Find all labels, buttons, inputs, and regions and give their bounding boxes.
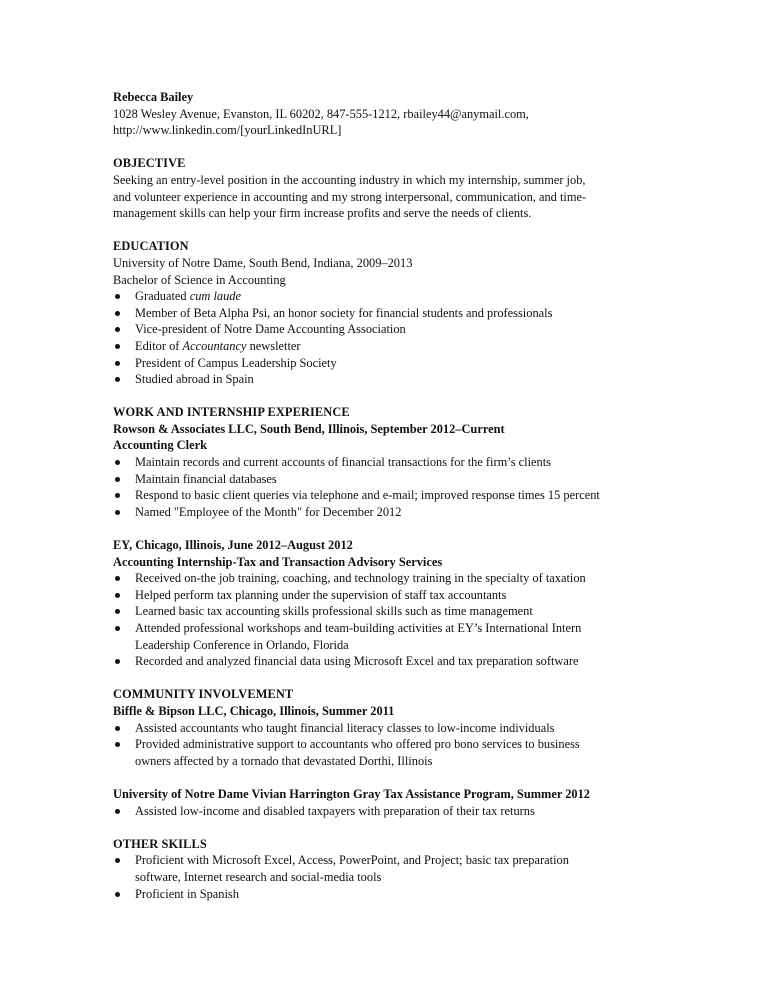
objective-line: management skills can help your firm increase profits and serve the needs of clients. <box>113 206 532 221</box>
list-item: Studied abroad in Spain <box>113 371 673 388</box>
list-item: Assisted accountants who taught financial literacy classes to low-income individuals <box>113 720 673 737</box>
education-section <box>113 238 673 387</box>
contact-line-2: http://www.linkedin.com/[yourLinkedInURL] <box>113 123 342 138</box>
objective-section <box>113 155 673 221</box>
section-heading-objective: OBJECTIVE <box>113 156 186 171</box>
section-heading-community: COMMUNITY INVOLVEMENT <box>113 687 294 702</box>
job-employer: Rowson & Associates LLC, South Bend, Illinois, September 2012–Current <box>113 421 505 436</box>
resume-header <box>113 89 673 139</box>
list-item: Attended professional workshops and team-building activities at EY’s International Intern Leadership Conference in Orlando, Florida <box>113 620 673 653</box>
list-item: Maintain financial databases <box>113 471 673 488</box>
list-item: Recorded and analyzed financial data using Microsoft Excel and tax preparation software <box>113 653 673 670</box>
skills-bullets <box>113 852 673 902</box>
job-bullets <box>113 454 673 520</box>
list-item: President of Campus Leadership Society <box>113 355 673 372</box>
education-school: University of Notre Dame, South Bend, Indiana, 2009–2013 <box>113 255 413 270</box>
list-item: Proficient with Microsoft Excel, Access, PowerPoint, and Project; basic tax preparation software, Internet research and social-media tools <box>113 852 673 885</box>
community-section <box>113 686 673 819</box>
education-degree: Bachelor of Science in Accounting <box>113 272 286 287</box>
list-item: Member of Beta Alpha Psi, an honor society for financial students and professionals <box>113 305 673 322</box>
list-item: Provided administrative support to accountants who offered pro bono services to business owners affected by a tornado that devastated Dorthi, Illinois <box>113 736 673 769</box>
job-bullets <box>113 570 673 670</box>
section-heading-work: WORK AND INTERNSHIP EXPERIENCE <box>113 405 350 420</box>
job-title: Accounting Internship-Tax and Transaction Advisory Services <box>113 554 443 569</box>
skills-section <box>113 836 673 902</box>
list-item: Received on-the job training, coaching, and technology training in the specialty of taxation <box>113 570 673 587</box>
objective-line: Seeking an entry-level position in the accounting industry in which my internship, summer job, <box>113 172 586 187</box>
list-item: Vice-president of Notre Dame Accounting Association <box>113 321 673 338</box>
list-item: Respond to basic client queries via telephone and e-mail; improved response times 15 percent <box>113 487 673 504</box>
education-bullets <box>113 288 673 388</box>
list-item: Helped perform tax planning under the supervision of staff tax accountants <box>113 587 673 604</box>
job-title: Accounting Clerk <box>113 438 207 453</box>
list-item: Graduated cum laude <box>113 288 673 305</box>
list-item: Named "Employee of the Month" for December 2012 <box>113 504 673 521</box>
community-bullets <box>113 803 673 820</box>
resume-page <box>113 89 673 902</box>
community-org: Biffle & Bipson LLC, Chicago, Illinois, Summer 2011 <box>113 703 395 718</box>
list-item: Maintain records and current accounts of financial transactions for the firm’s clients <box>113 454 673 471</box>
candidate-name: Rebecca Bailey <box>113 90 194 104</box>
contact-line-1: 1028 Wesley Avenue, Evanston, IL 60202, 847-555-1212, rbailey44@anymail.com, <box>113 106 529 121</box>
community-org: University of Notre Dame Vivian Harrington Gray Tax Assistance Program, Summer 2012 <box>113 786 591 801</box>
list-item: Assisted low-income and disabled taxpayers with preparation of their tax returns <box>113 803 673 820</box>
section-heading-education: EDUCATION <box>113 239 189 254</box>
work-section <box>113 404 673 670</box>
objective-line: and volunteer experience in accounting and my strong interpersonal, communication, and time- <box>113 189 587 204</box>
community-bullets <box>113 720 673 770</box>
job-employer: EY, Chicago, Illinois, June 2012–August 2012 <box>113 538 353 553</box>
list-item: Learned basic tax accounting skills professional skills such as time management <box>113 603 673 620</box>
section-heading-skills: OTHER SKILLS <box>113 836 207 851</box>
list-item: Proficient in Spanish <box>113 886 673 903</box>
list-item: Editor of Accountancy newsletter <box>113 338 673 355</box>
